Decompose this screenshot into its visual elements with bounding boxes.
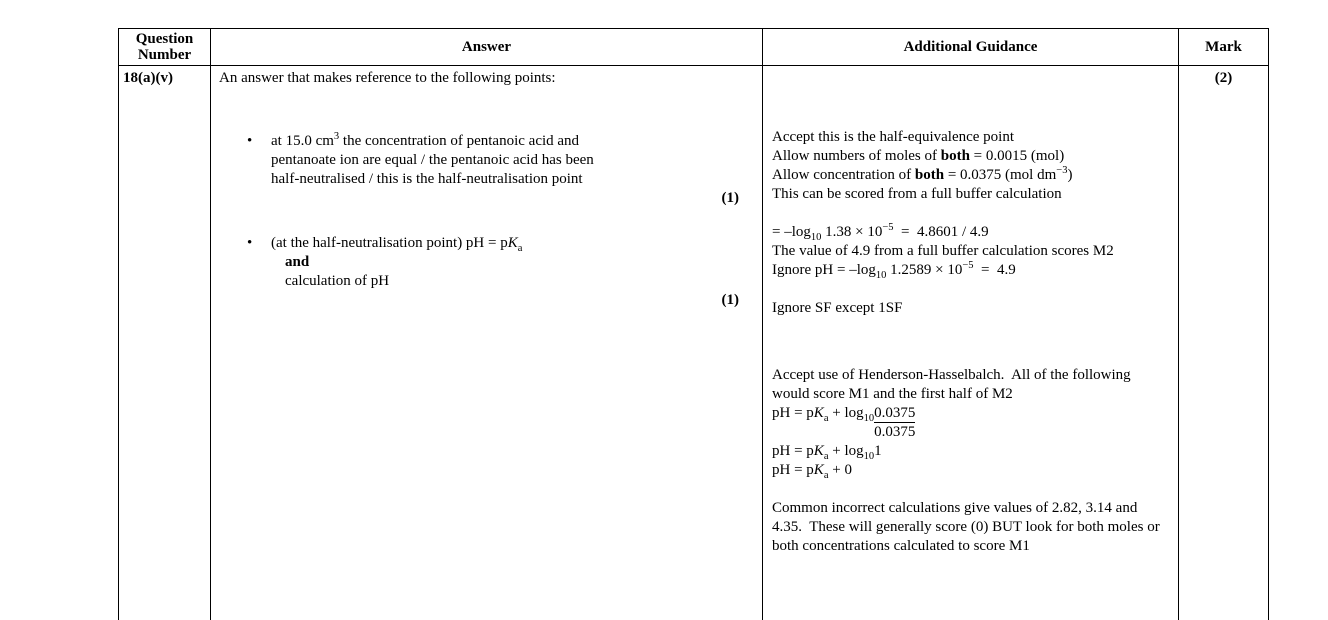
guidance-block [772,299,1170,318]
guidance-block [772,128,1170,204]
guidance-block [772,499,1170,556]
answer-cell [211,66,763,620]
question-number-cell [119,66,211,620]
header-additional-guidance: Additional Guidance [763,29,1179,66]
header-question-number: Question Number [119,29,211,66]
guidance-line: Ignore pH = $-\log_{10}$ $1.2589 \times 10^{-5} = 4.9$ [772,260,1016,281]
table-row [119,66,1269,620]
header-mark: Mark [1179,29,1269,66]
bullet-icon: • [247,235,253,251]
guidance-line: Common incorrect calculations give values of 2.82, 3.14 and 4.35. These will generally score (0) BUT look for both moles or both concentrations calculated to score M1 [772,500,1160,554]
mark-value: (2) [1214,70,1233,86]
bullet-text [271,234,522,291]
header-answer: Answer [211,29,763,66]
answer-bullets [219,132,754,310]
mark-cell [1179,66,1269,620]
answer-line: (at the half-neutralisation point) pH = $pK_a$ [271,235,523,254]
answer-bullet [247,132,754,189]
answer-line: and [285,254,310,270]
guidance-line: Accept use of Henderson-Hasselbalch. All of the following would score M1 and the first half of M2 [772,367,1131,402]
guidance-line: pH = $pK_a + \log_{10}$ $\frac{0.0375}{0.0375}$ [772,405,916,440]
guidance-line: This can be scored from a full buffer calculation [772,186,1062,202]
fraction: $\frac{0.0375}{0.0375}$ [874,405,916,440]
guidance-block [772,366,1170,480]
guidance-blocks [772,128,1170,556]
guidance-cell [763,66,1179,620]
guidance-line: The value of 4.9 from a full buffer calculation scores M2 [772,243,1114,259]
bullet-mark: (1) [721,292,739,308]
answer-intro: An answer that makes reference to the following points: [219,70,556,86]
guidance-line: Allow numbers of moles of both = 0.0015 (mol) [772,148,1065,164]
answer-bullet [247,234,754,291]
question-number: 18(a)(v) [123,70,173,86]
guidance-line: Allow concentration of both = 0.0375 (mol $dm^{-3}$) [772,165,1073,183]
guidance-line: pH = $pK_a + 0$ [772,462,852,481]
answer-line: pentanoate ion are equal / the pentanoic acid has been [271,152,594,168]
answer-line: calculation of pH [285,273,390,289]
guidance-line: pH = $pK_a + \log_{10}1$ [772,443,882,462]
bullet-mark: (1) [721,190,739,206]
guidance-block [772,223,1170,280]
answer-line: half-neutralised / this is the half-neutralisation point [271,171,583,187]
mark-scheme-table [118,28,1269,620]
guidance-line: = $-\log_{10}$ $1.38 \times 10^{-5} = 4.8601 / 4.9$ [772,222,989,243]
bullet-text [271,132,594,189]
answer-line: at 15.0 $cm^3$ the concentration of pentanoic acid and [271,131,580,149]
guidance-line: Ignore SF except 1SF [772,300,903,316]
guidance-line: Accept this is the half-equivalence point [772,129,1014,145]
header-row [119,29,1269,66]
bullet-icon: • [247,133,253,149]
